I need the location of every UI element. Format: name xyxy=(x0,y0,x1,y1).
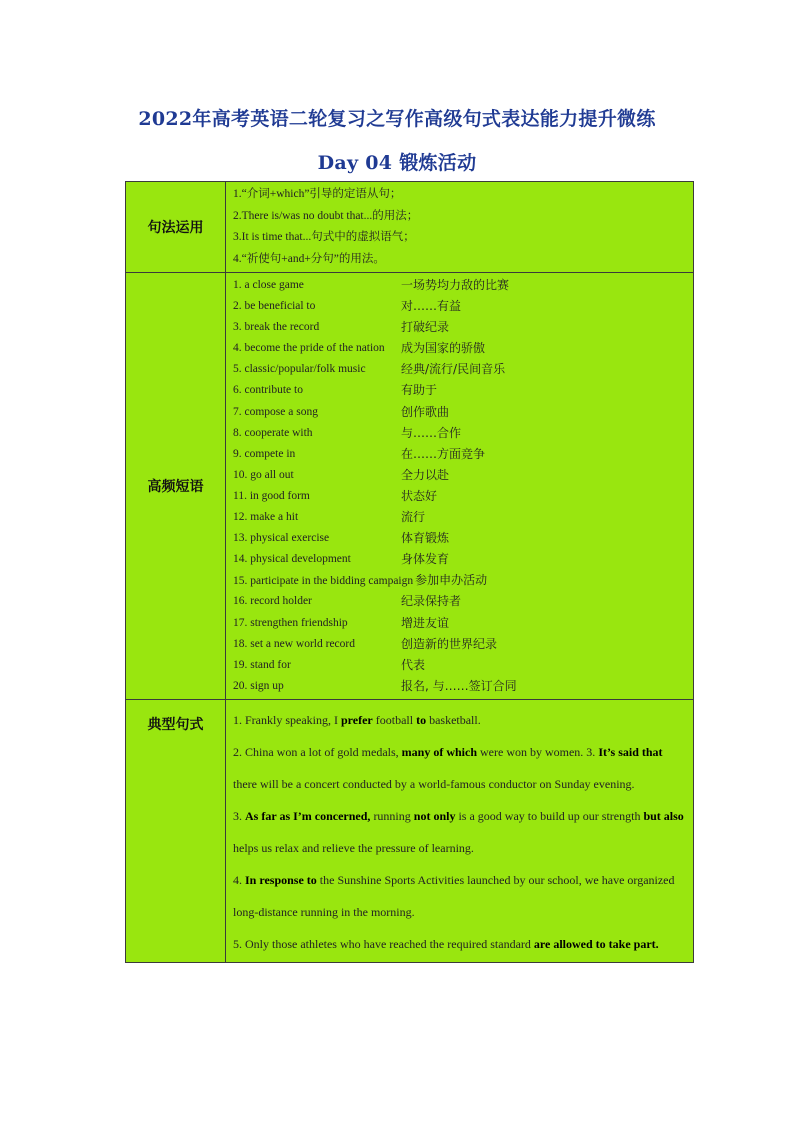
phrase-item xyxy=(233,676,693,697)
phrase-chinese: 创作歌曲 xyxy=(401,404,450,419)
sentence-4: 4. In response to the Sunshine Sports Activities launched by our school, we have organized long-distance running in the morning. xyxy=(233,872,675,919)
phrase-english: 14. physical development xyxy=(233,553,351,566)
phrase-item xyxy=(233,338,693,359)
sentences-header-cell xyxy=(126,699,226,962)
phrase-chinese: 代表 xyxy=(401,657,426,672)
sentence-3: 3. As far as I’m concerned, running not only is a good way to build up our strength but also helps us relax and relieve the pressure of learning. xyxy=(233,808,684,855)
sentences-cell xyxy=(226,699,694,962)
phrase-english: 11. in good form xyxy=(233,489,310,502)
content-table xyxy=(125,181,694,963)
phrase-chinese: 与……合作 xyxy=(401,425,462,440)
phrase-item xyxy=(233,423,693,444)
phrase-chinese: 有助于 xyxy=(401,383,438,398)
phrase-chinese: 纪录保持者 xyxy=(401,594,462,609)
phrases-cell xyxy=(226,273,694,700)
phrase-item xyxy=(233,507,693,528)
phrase-english: 19. stand for xyxy=(233,658,291,671)
phrase-chinese: 参加申办活动 xyxy=(415,573,488,588)
syntax-item: 2.There is/was no doubt that...的用法； xyxy=(233,209,419,222)
syntax-cell xyxy=(226,182,694,273)
phrase-chinese: 流行 xyxy=(401,510,426,525)
phrase-english: 7. compose a song xyxy=(233,405,318,418)
phrase-item xyxy=(233,317,693,338)
phrase-chinese: 创造新的世界纪录 xyxy=(401,636,498,651)
phrase-english: 15. participate in the bidding campaign xyxy=(233,575,414,588)
phrase-chinese: 增进友谊 xyxy=(401,615,450,630)
phrase-item xyxy=(233,275,693,296)
syntax-item: 3.It is time that...句式中的虚拟语气； xyxy=(233,231,415,243)
phrase-english: 18. set a new world record xyxy=(233,637,355,650)
phrase-english: 5. classic/popular/folk music xyxy=(233,363,366,376)
phrase-chinese: 经典/流行/民间音乐 xyxy=(401,362,506,377)
phrase-chinese: 报名, 与……签订合同 xyxy=(401,678,517,693)
phrases-header: 高频短语 xyxy=(126,273,226,700)
phrase-english: 3. break the record xyxy=(233,321,320,334)
phrase-item xyxy=(233,359,693,380)
phrase-item xyxy=(233,380,693,401)
phrases-row xyxy=(126,273,694,700)
phrase-english: 10. go all out xyxy=(233,468,294,481)
phrase-chinese: 体育锻炼 xyxy=(401,531,450,546)
phrase-item xyxy=(233,486,693,507)
page-subtitle: Day 04 锻炼活动 xyxy=(317,152,477,174)
phrase-item xyxy=(233,549,693,570)
sentences-header: 典型句式 xyxy=(147,716,204,733)
syntax-row xyxy=(126,182,694,273)
phrase-chinese: 状态好 xyxy=(401,488,438,503)
phrase-english: 1. a close game xyxy=(233,279,304,291)
sentence-1: 1. Frankly speaking, I prefer football to basketball. xyxy=(233,712,481,727)
phrase-english: 4. become the pride of the nation xyxy=(233,342,385,355)
phrase-chinese: 身体发育 xyxy=(401,552,450,567)
phrase-item xyxy=(233,613,693,634)
phrase-item xyxy=(233,655,693,676)
sentences-row xyxy=(126,699,694,962)
syntax-header: 句法运用 xyxy=(126,182,226,273)
sentence-5: 5. Only those athletes who have reached the required standard are allowed to take part. xyxy=(233,936,659,951)
phrase-chinese: 在……方面竞争 xyxy=(401,446,486,461)
phrase-english: 8. cooperate with xyxy=(233,426,313,439)
phrase-item xyxy=(233,444,693,465)
phrase-chinese: 成为国家的骄傲 xyxy=(401,341,486,356)
phrase-english: 13. physical exercise xyxy=(233,532,330,545)
phrase-item xyxy=(233,402,693,423)
phrase-english: 9. compete in xyxy=(233,447,296,460)
phrase-item xyxy=(233,570,693,591)
phrase-chinese: 一场势均力敌的比赛 xyxy=(401,278,510,292)
phrase-english: 20. sign up xyxy=(233,679,284,692)
phrase-item xyxy=(233,528,693,549)
phrase-item xyxy=(233,634,693,655)
phrase-item xyxy=(233,296,693,317)
syntax-item: 4.“祈使句+and+分句”的用法。 xyxy=(233,252,385,265)
phrase-chinese: 对……有益 xyxy=(401,299,462,314)
phrase-english: 2. be beneficial to xyxy=(233,300,316,313)
phrase-item xyxy=(233,591,693,612)
phrase-item xyxy=(233,465,693,486)
phrase-chinese: 全力以赴 xyxy=(401,467,450,482)
syntax-item: 1.“介词+which”引导的定语从句； xyxy=(233,188,402,200)
page-title: 2022年高考英语二轮复习之写作高级句式表达能力提升微练 xyxy=(138,108,656,130)
phrase-chinese: 打破纪录 xyxy=(401,320,450,335)
phrase-english: 12. make a hit xyxy=(233,511,299,524)
phrase-english: 17. strengthen friendship xyxy=(233,616,348,629)
phrase-english: 16. record holder xyxy=(233,595,312,608)
phrase-english: 6. contribute to xyxy=(233,384,303,397)
sentence-2: 2. China won a lot of gold medals, many of which were won by women. 3. It’s said that there will be a concert conducted by a world-famous conductor on Sunday evening. xyxy=(233,744,663,791)
